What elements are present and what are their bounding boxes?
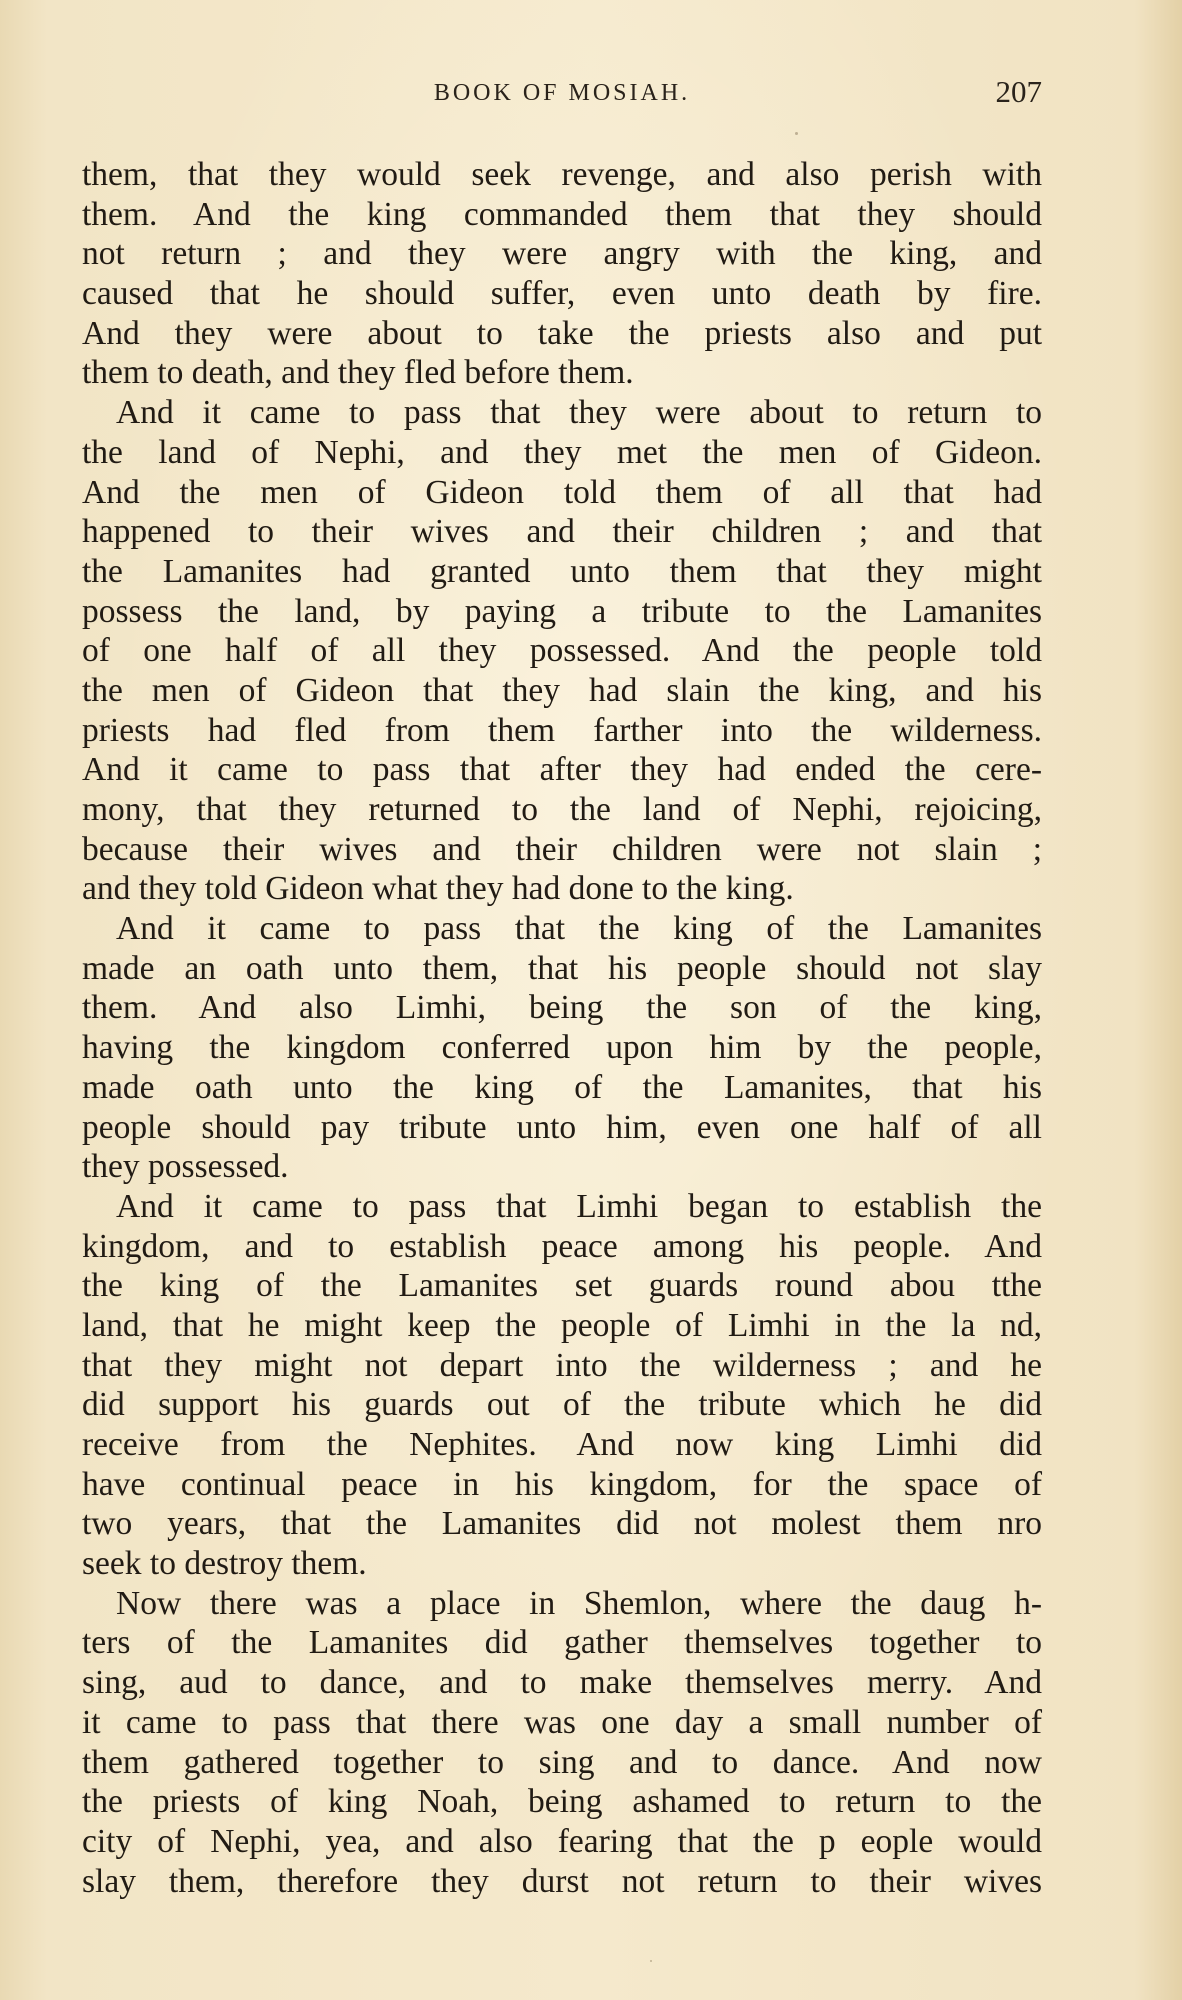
text-line: them, that they would seek revenge, and also perish with xyxy=(82,156,1042,193)
text-line: land, that he might keep the people of Limhi in the la nd, xyxy=(82,1306,1042,1344)
text-line: sing, aud to dance, and to make themselves merry. And xyxy=(82,1664,1042,1702)
body-text xyxy=(82,155,1042,1901)
text-line: And it came to pass that after they had ended the cere- xyxy=(82,751,1042,789)
text-line: that they might not depart into the wilderness ; and he xyxy=(82,1346,1042,1384)
text-line: them. And also Limhi, being the son of the king, xyxy=(82,989,1042,1027)
page-number: 207 xyxy=(995,74,1042,109)
paragraph-start-line: And it came to pass that the king of the Lamanites xyxy=(116,910,1042,948)
text-line: did support his guards out of the tribute which he did xyxy=(82,1386,1042,1424)
text-line: it came to pass that there was one day a small number of xyxy=(82,1703,1042,1741)
text-line: them. And the king commanded them that they should xyxy=(82,195,1042,233)
text-line: the men of Gideon that they had slain the king, and his xyxy=(82,671,1042,709)
text-line: two years, that the Lamanites did not molest them nro xyxy=(82,1505,1042,1543)
text-line: people should pay tribute unto him, even one half of all xyxy=(82,1108,1042,1146)
text-line: And they were about to take the priests also and put xyxy=(82,314,1042,352)
text-line: the king of the Lamanites set guards round abou tthe xyxy=(82,1267,1042,1305)
paragraph-start-line: Now there was a place in Shemlon, where the daug h- xyxy=(116,1584,1042,1622)
text-line: have continual peace in his kingdom, for the space of xyxy=(82,1465,1042,1503)
text-line: the land of Nephi, and they met the men of Gideon. xyxy=(82,433,1042,471)
text-line: kingdom, and to establish peace among his people. And xyxy=(82,1227,1042,1265)
text-line: of one half of all they possessed. And the people told xyxy=(82,632,1042,670)
text-line: having the kingdom conferred upon him by the people, xyxy=(82,1029,1042,1067)
text-line: possess the land, by paying a tribute to the Lamanites xyxy=(82,592,1042,630)
text-line: them gathered together to sing and to dance. And now xyxy=(82,1743,1042,1781)
text-line: receive from the Nephites. And now king Limhi did xyxy=(82,1426,1042,1463)
text-line: ters of the Lamanites did gather themselves together to xyxy=(82,1624,1042,1662)
text-line: slay them, therefore they durst not return to their wives xyxy=(82,1862,1042,1900)
text-line: made an oath unto them, that his people should not slay xyxy=(82,949,1042,987)
paper-speck xyxy=(650,1960,652,1962)
text-line: caused that he should suffer, even unto death by fire. xyxy=(82,275,1042,313)
paragraph-start-line: And it came to pass that Limhi began to establish the xyxy=(116,1187,1042,1225)
running-title: BOOK OF MOSIAH. xyxy=(433,80,691,106)
paper-speck xyxy=(795,132,798,135)
text-line: because their wives and their children were not slain ; xyxy=(82,830,1042,868)
text-line: not return ; and they were angry with the king, and xyxy=(82,235,1042,273)
text-line: happened to their wives and their children ; and that xyxy=(82,513,1042,551)
text-line: the priests of king Noah, being ashamed to return to the xyxy=(82,1783,1042,1821)
text-line: And the men of Gideon told them of all that had xyxy=(82,473,1042,511)
page-header xyxy=(82,74,1042,120)
text-line: them to death, and they fled before them. xyxy=(82,354,634,392)
text-line: the Lamanites had granted unto them that they might xyxy=(82,552,1042,590)
text-line: seek to destroy them. xyxy=(82,1545,367,1583)
text-line: they possessed. xyxy=(82,1148,289,1186)
paragraph-start-line: And it came to pass that they were about to return to xyxy=(116,394,1042,432)
text-line: mony, that they returned to the land of Nephi, rejoicing, xyxy=(82,791,1042,828)
text-line: made oath unto the king of the Lamanites, that his xyxy=(82,1068,1042,1106)
text-line: priests had fled from them farther into the wilderness. xyxy=(82,711,1042,749)
text-line: and they told Gideon what they had done to the king. xyxy=(82,870,794,908)
text-line: city of Nephi, yea, and also fearing that the p eople would xyxy=(82,1822,1042,1860)
